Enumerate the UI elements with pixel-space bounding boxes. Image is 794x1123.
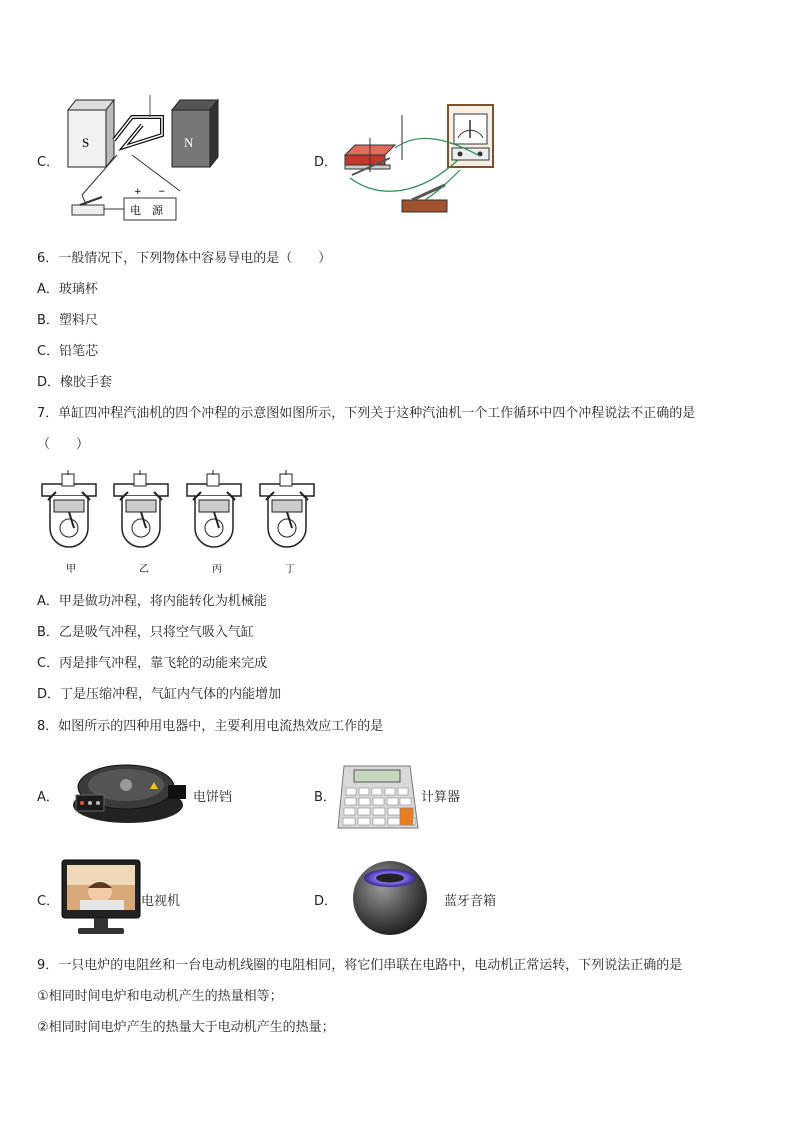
q6-option-d: D．橡胶手套 [37,375,113,390]
battery-minus: − [158,187,166,197]
q6-option-c: C．铅笔芯 [37,344,99,359]
magnet-s-label: S [82,135,90,150]
q8-option-c-label: C． [37,894,60,909]
q7-option-a: A．甲是做功冲程，将内能转化为机械能 [37,594,267,609]
question-7-stem: 7．单缸四冲程汽油机的四个冲程的示意图如图所示，下列关于这种汽油机一个工作循环中四个冲程说法不正确的是 [37,406,696,421]
q8-option-a-label: A． [37,790,59,805]
q9-statement-2: ②相同时间电炉产生的热量大于电动机产生的热量； [37,1020,335,1035]
q8-item-a-name: 电饼铛 [193,790,233,805]
galvanometer-circuit-figure [340,100,505,220]
electric-baking-pan-image [68,755,188,827]
question-8-stem: 8．如图所示的四种用电器中，主要利用电流热效应工作的是 [37,719,384,734]
option-c-label: C． [37,155,60,170]
q8-option-b-label: B． [314,790,336,805]
question-9-stem: 9．一只电炉的电阻丝和一台电动机线圈的电阻相同，将它们串联在电路中，电动机正常运转，下列说法正确的是 [37,958,683,973]
battery-plus: + [134,187,142,197]
engine-strokes-figure [38,470,328,578]
bluetooth-speaker-image [350,856,430,938]
q7-option-c: C．丙是排气冲程，靠飞轮的动能来完成 [37,656,268,671]
stroke-bing: 丙 [212,564,222,575]
question-7-paren: （ ） [37,437,90,452]
q7-option-d: D．丁是压缩冲程，气缸内气体的内能增加 [37,687,282,702]
q9-statement-1: ①相同时间电炉和电动机产生的热量相等； [37,989,283,1004]
q8-option-d-label: D． [314,894,338,909]
stroke-jia: 甲 [66,564,76,575]
q8-item-c-name: 电视机 [141,894,181,909]
option-d-label: D． [314,155,338,170]
q8-item-b-name: 计算器 [421,790,461,805]
magnet-circuit-figure [62,95,222,225]
q6-option-b: B．塑料尺 [37,313,98,328]
calculator-image [336,762,420,832]
q8-item-d-name: 蓝牙音箱 [444,894,497,909]
magnet-n-label: N [184,135,194,150]
question-6-stem: 6．一般情况下，下列物体中容易导电的是（ ） [37,251,332,266]
television-image [60,858,142,938]
q7-option-b: B．乙是吸气冲程，只将空气吸入气缸 [37,625,254,640]
stroke-ding: 丁 [285,564,295,575]
stroke-yi: 乙 [139,564,149,575]
q6-option-a: A．玻璃杯 [37,282,98,297]
power-source-label: 电 源 [130,204,163,217]
